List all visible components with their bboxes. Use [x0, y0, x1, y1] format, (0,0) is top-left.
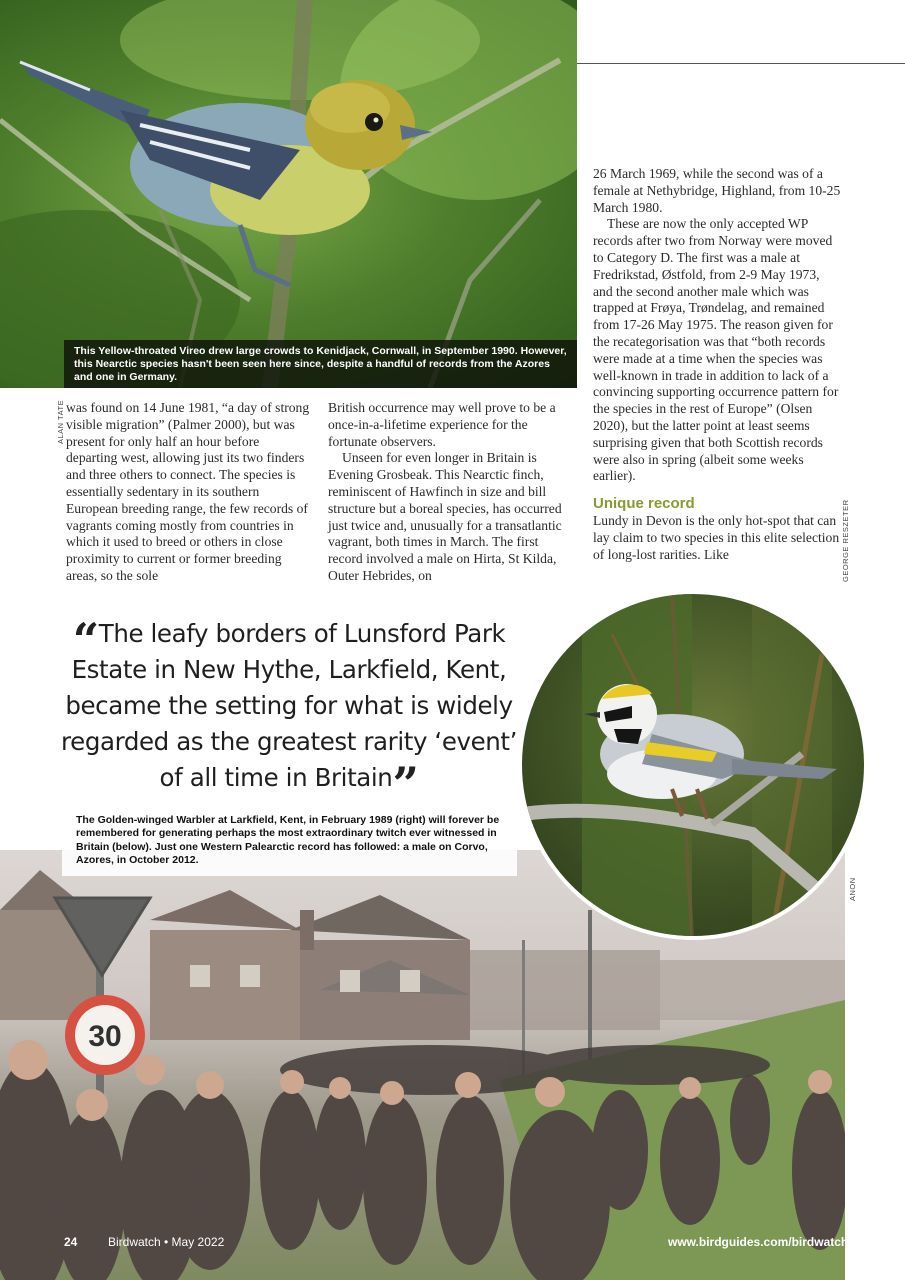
- article-paragraph: was found on 14 June 1981, “a day of strong visible migration” (Palmer 2000), but was present for only half an hour before departing west, allowing just its two finders and three others to connect. The species is essentially sedentary in its southern European breeding range, the few records of vagrants coming mostly from countries in which it used to breed or others in close proximity to current or former breeding areas, so the sole: [66, 400, 310, 583]
- credit-george-reszeter: GEORGE RESZETER: [841, 499, 850, 582]
- footer-url[interactable]: www.birdguides.com/birdwatch: [668, 1235, 849, 1249]
- article-column-1: [66, 400, 312, 585]
- vireo-photo-caption: This Yellow-throated Vireo drew large crowds to Kenidjack, Cornwall, in September 1990. However, this Nearctic species hasn't been seen here since, despite a handful of records from the Azores and one in Germany.: [64, 340, 577, 388]
- header-rule: [577, 63, 905, 64]
- pull-quote-text: The leafy borders of Lunsford Park Estate in New Hythe, Larkfield, Kent, became the setting for what is widely regarded as the greatest rarity ‘event’ of all time in Britain: [61, 619, 517, 792]
- article-column-3: [593, 166, 841, 564]
- open-quote-mark: “: [72, 613, 99, 667]
- golden-winged-warbler-photo: [518, 590, 868, 940]
- article-paragraph: Lundy in Devon is the only hot-spot that can lay claim to two species in this elite selection of long-lost rarities. Like: [593, 513, 840, 562]
- pull-quote: [60, 613, 518, 811]
- footer-magazine-issue: Birdwatch • May 2022: [108, 1235, 225, 1249]
- vireo-illustration: [0, 0, 577, 388]
- article-paragraph: These are now the only accepted WP records after two from Norway were moved to Category D. The first was a male at Fredrikstad, Østfold, from 2-9 May 1973, and the second another male which was trapped at Frøya, Trøndelag, and remained from 17-26 May 1975. The reason given for the recategorisation was that “both records were made at a time when the species was well-known in trade in addition to lack of a convincing supporting occurrence pattern for the species in the rest of Europe” (Olsen 2020), but the latter point at least seems surprising given that both Scottish records were also in spring (albeit some weeks earlier).: [593, 216, 839, 484]
- vireo-photo: [0, 0, 577, 388]
- twitch-photo-caption: The Golden-winged Warbler at Larkfield, Kent, in February 1989 (right) will forever be remembered for generating perhaps the most extraordinary twitch ever witnessed in Britain (below). Just one Western Palearctic record has followed: a male on Corvo, Azores, in October 2012.: [62, 804, 517, 876]
- article-paragraph: 26 March 1969, while the second was of a female at Nethybridge, Highland, from 10-25 March 1980.: [593, 166, 841, 215]
- article-column-2: [328, 400, 573, 585]
- close-quote-mark: ”: [392, 757, 419, 811]
- credit-anon: ANON: [848, 877, 857, 901]
- speed-limit-sign: 30: [88, 1020, 122, 1053]
- article-paragraph: British occurrence may well prove to be a once-in-a-lifetime experience for the fortunate observers.: [328, 400, 556, 449]
- credit-alan-tate: ALAN TATE: [56, 399, 65, 444]
- footer-page-number: 24: [64, 1235, 78, 1249]
- section-subheading: Unique record: [593, 495, 695, 513]
- warbler-illustration: [522, 594, 864, 936]
- article-paragraph: Unseen for even longer in Britain is Evening Grosbeak. This Nearctic finch, reminiscent of Hawfinch in size and bill structure but a boreal species, has occurred just twice and, unusually for a transatlantic vagrant, both times in March. The first record involved a male on Hirta, St Kilda, Outer Hebrides, on: [328, 450, 562, 583]
